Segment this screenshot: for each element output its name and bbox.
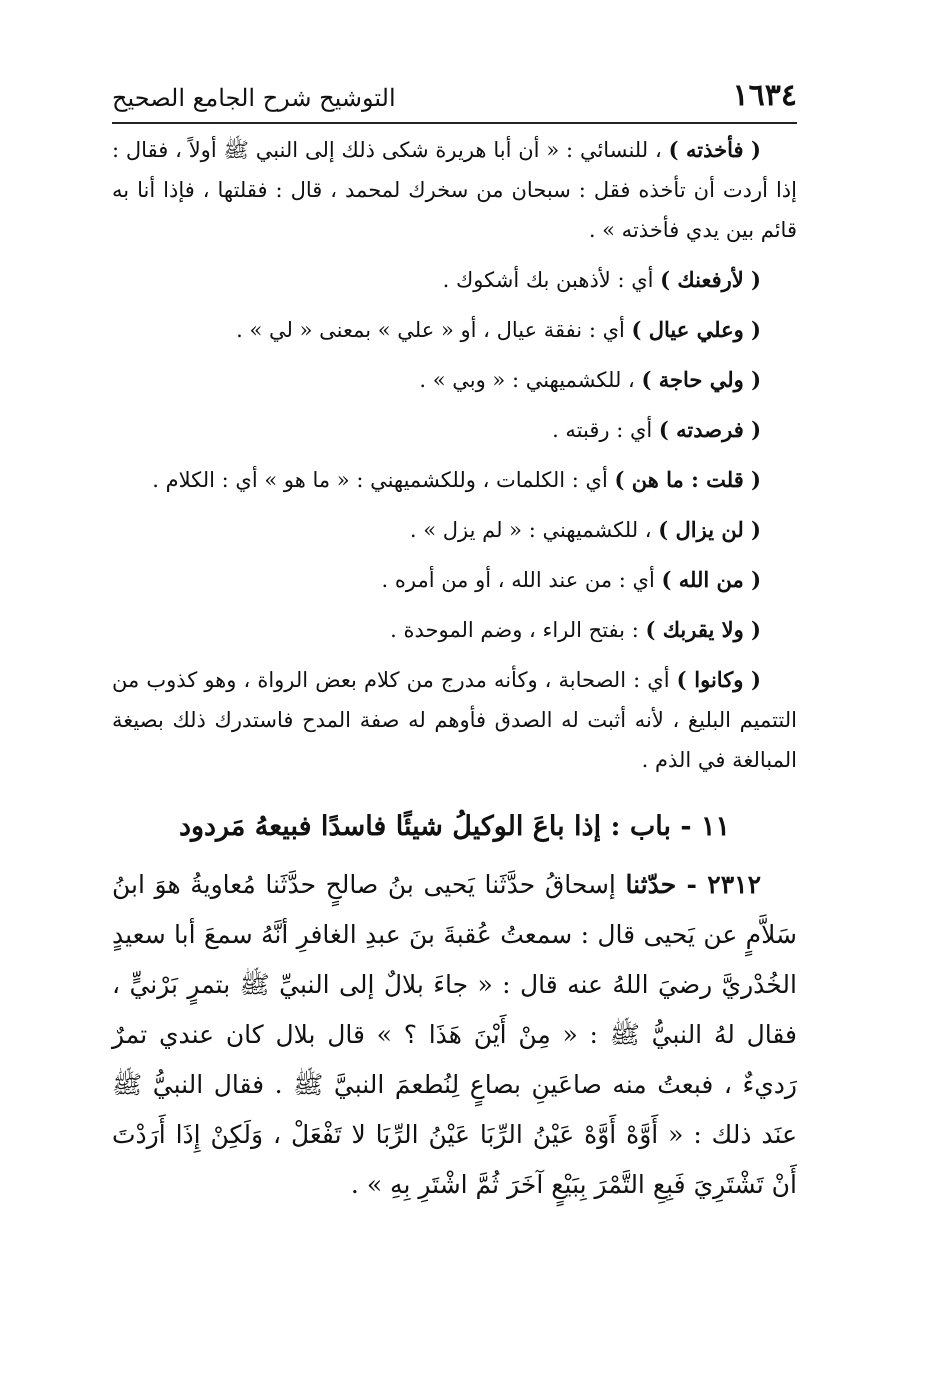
lemma-keyword: ( ولي حاجة ) — [641, 367, 761, 392]
commentary-paragraph — [112, 460, 797, 500]
lemma-keyword: ( من الله ) — [661, 567, 761, 592]
page-number: ١٦٣٤ — [732, 78, 797, 113]
lemma-keyword: ( وكانوا ) — [676, 667, 761, 692]
commentary-text: ، للكشميهني : « لم يزل » . — [409, 518, 652, 542]
commentary-paragraph — [112, 410, 797, 450]
commentary-text: أي : الصحابة ، وكأنه مدرج من كلام بعض الرواة ، وهو كذوب من التتميم البليغ ، لأنه أثبت له الصدق فأوهم له صفة المدح فاستدرك ذلك بصيغة المبالغة في الذم . — [112, 668, 797, 772]
commentary-text: ، للكشميهني : « وبي » . — [419, 368, 635, 392]
commentary-paragraph — [112, 510, 797, 550]
hadith-number: ٢٣١٢ - حدّثنا — [625, 870, 761, 899]
commentary-paragraph — [112, 660, 797, 780]
commentary-body — [112, 130, 797, 1210]
commentary-paragraph — [112, 130, 797, 250]
commentary-paragraph — [112, 560, 797, 600]
lemma-keyword: ( ولا يقربك ) — [645, 617, 761, 642]
commentary-text: أي : لأذهبن بك أشكوك . — [442, 268, 654, 292]
chapter-heading: ١١ - باب : إذا باعَ الوكيلُ شيئًا فاسدًا فبيعهُ مَردود — [178, 811, 731, 842]
hadith-body: إسحاقُ حدَّثَنا يَحيى بنُ صالحٍ حدَّثَنا مُعاويةُ هوَ ابنُ سَلاَّمٍ عن يَحيى قال : سمعتُ عُقبةَ بنَ عبدِ الغافرِ أنَّهُ سمعَ أبا سعيدٍ الخُدْريَّ رضيَ اللهُ عنه قال : « جاءَ بلالٌ إلى النبيِّ ﷺ بتمرٍ بَرْنيٍّ ، فقال لهُ النبيُّ ﷺ : « مِنْ أَيْنَ هَذَا ؟ » قال بلال كان عندي تمرٌ رَديءٌ ، فبعتُ منه صاعَينِ بصاعٍ لِنُطعمَ النبيَّ ﷺ . فقال النبيُّ ﷺ عنَد ذلك : « أَوَّهْ أَوَّهْ عَيْنُ الرِّبَا عَيْنُ الرِّبَا لا تَفْعَلْ ، وَلَكِنْ إِذَا أَرَدْتَ أَنْ تَشْتَرِيَ فَبِعِ التَّمْرَ بِبَيْعٍ آخَرَ ثُمَّ اشْتَرِ بِهِ » . — [112, 870, 797, 1199]
commentary-text: : بفتح الراء ، وضم الموحدة . — [390, 618, 639, 642]
commentary-paragraph — [112, 260, 797, 300]
hadith-text — [112, 860, 797, 1210]
commentary-text: ، للنسائي : « أن أبا هريرة شكى ذلك إلى النبي ﷺ أولاً ، فقال : إذا أردت أن تأخذه فقل : سبحان من سخرك لمحمد ، قال : فقلتها ، فإذا أنا به قائم بين يدي فأخذته » . — [112, 138, 797, 242]
lemma-keyword: ( لن يزال ) — [658, 517, 761, 542]
running-title: التوشيح شرح الجامع الصحيح — [112, 84, 396, 112]
commentary-text: أي : رقبته . — [552, 418, 653, 442]
commentary-paragraph — [112, 610, 797, 650]
commentary-paragraph — [112, 360, 797, 400]
lemma-keyword: ( قلت : ما هن ) — [614, 467, 761, 492]
commentary-text: أي : نفقة عيال ، أو « علي » بمعنى « لي » . — [236, 318, 625, 342]
commentary-text: أي : من عند الله ، أو من أمره . — [381, 568, 655, 592]
commentary-paragraph — [112, 310, 797, 350]
commentary-text: أي : الكلمات ، وللكشميهني : « ما هو » أي : الكلام . — [152, 468, 608, 492]
page-header — [112, 76, 797, 124]
lemma-keyword: ( فرصدته ) — [658, 417, 761, 442]
lemma-keyword: ( فأخذته ) — [668, 137, 761, 162]
lemma-keyword: ( لأرفعنك ) — [660, 267, 761, 292]
lemma-keyword: ( وعلي عيال ) — [631, 317, 761, 342]
